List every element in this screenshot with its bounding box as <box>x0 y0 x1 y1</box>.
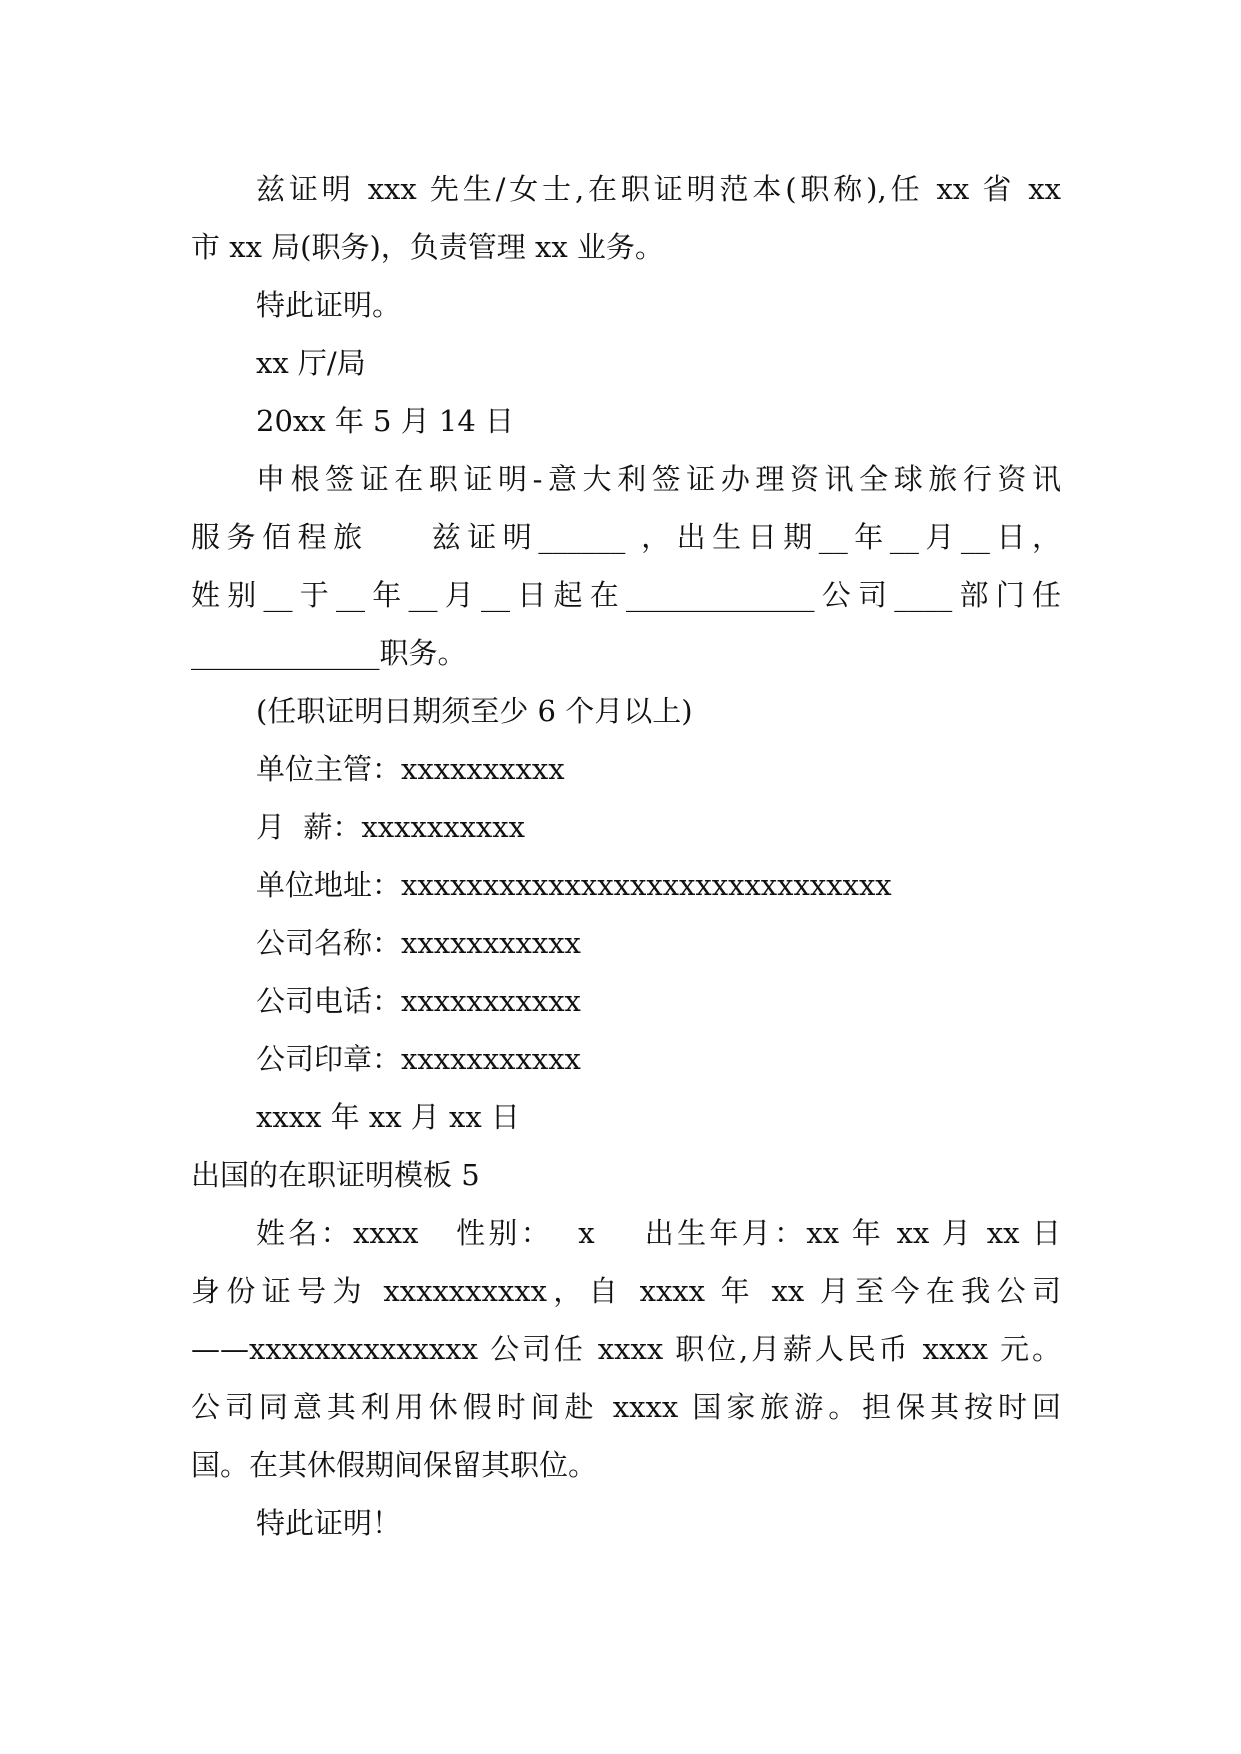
paragraph-line: 市 xx 局(职务)，负责管理 xx 业务。 <box>191 230 664 264</box>
date-line: 20xx 年 5 月 14 日 <box>256 404 515 438</box>
field-line: 月 薪：xxxxxxxxxx <box>256 810 525 844</box>
paragraph-line: 姓别__于__年__月__日起在_____________公司____部门任 <box>191 578 1061 612</box>
document-body <box>191 160 1061 1552</box>
paragraph-line: 特此证明。 <box>256 288 402 322</box>
date-line: xxxx 年 xx 月 xx 日 <box>256 1100 520 1134</box>
field-line: 公司名称：xxxxxxxxxxx <box>256 926 581 960</box>
paragraph-line: 申根签证在职证明-意大利签证办理资讯全球旅行资讯 <box>256 462 1061 496</box>
paragraph-line: 服务佰程旅 兹证明______ ，出生日期__年__月__日， <box>191 520 1061 554</box>
paragraph-line: 公司同意其利用休假时间赴 xxxx 国家旅游。担保其按时回 <box>191 1390 1061 1424</box>
field-line: 公司电话：xxxxxxxxxxx <box>256 984 581 1018</box>
closing-line: 特此证明！ <box>256 1506 402 1540</box>
paragraph-line: xx 厅/局 <box>256 346 366 380</box>
note-line: (任职证明日期须至少 6 个月以上) <box>256 694 693 728</box>
field-line: 单位主管：xxxxxxxxxx <box>256 752 565 786</box>
field-line: 单位地址：xxxxxxxxxxxxxxxxxxxxxxxxxxxxxx <box>256 868 892 902</box>
paragraph-line: 身份证号为 xxxxxxxxxx，自 xxxx 年 xx 月至今在我公司 <box>191 1274 1061 1308</box>
paragraph-line: 兹证明 xxx 先生/女士,在职证明范本(职称),任 xx 省 xx <box>256 172 1061 206</box>
field-line: 公司印章：xxxxxxxxxxx <box>256 1042 581 1076</box>
paragraph-line: ——xxxxxxxxxxxxxx 公司任 xxxx 职位,月薪人民币 xxxx 元。 <box>191 1332 1061 1366</box>
section-heading: 出国的在职证明模板 5 <box>191 1158 480 1192</box>
paragraph-line: 国。在其休假期间保留其职位。 <box>191 1448 598 1482</box>
paragraph-line: 姓名：xxxx 性别： x 出生年月：xx 年 xx 月 xx 日 <box>256 1216 1061 1250</box>
paragraph-line: _____________职务。 <box>191 636 467 670</box>
